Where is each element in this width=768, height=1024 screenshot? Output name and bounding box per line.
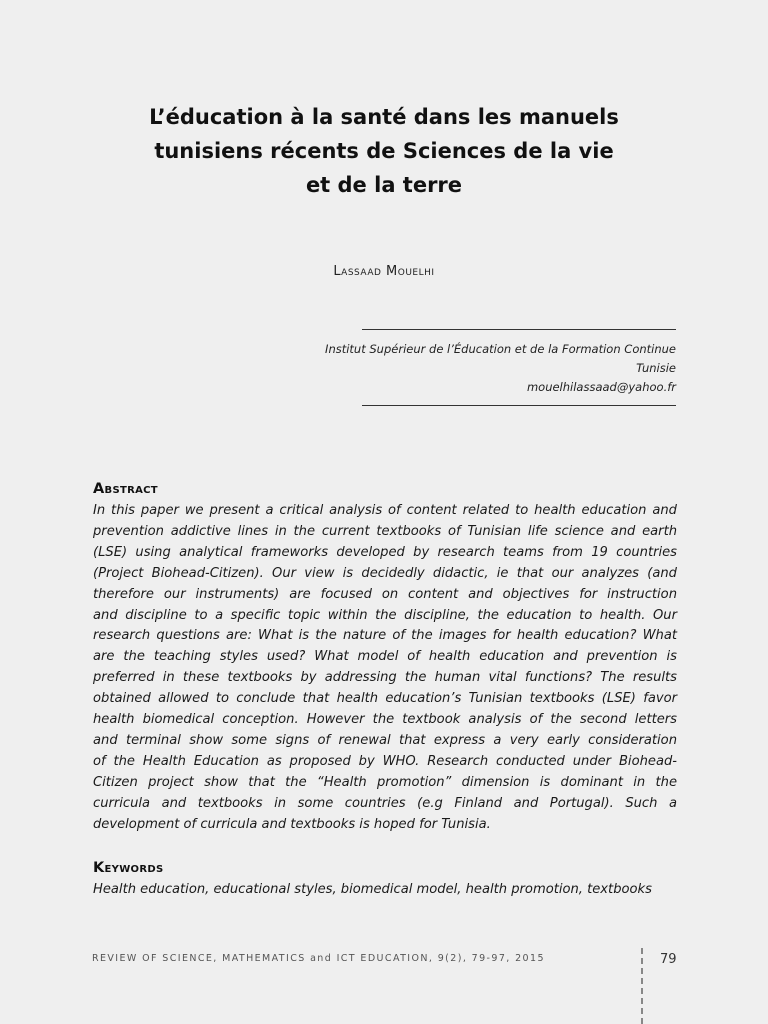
abstract-line: Citizen project show that the “Health promotion” dimension is dominant in the: [93, 774, 677, 790]
affiliation-country: Tunisie: [636, 361, 676, 375]
keywords-list: Health education, educational styles, biomedical model, health promotion, textbooks: [93, 882, 652, 897]
title-line-3: et de la terre: [305, 173, 463, 197]
page-number: 79: [660, 952, 677, 967]
abstract-line: (LSE) using analytical frameworks developed by research teams from 19 countries: [93, 544, 677, 560]
abstract-line: In this paper we present a critical analysis of content related to health education and: [93, 503, 677, 518]
title-line-1: L’éducation à la santé dans les manuels: [149, 105, 619, 129]
affiliation-institution: Institut Supérieur de l’Éducation et de la Formation Continue: [325, 342, 676, 356]
title-line-2: tunisiens récents de Sciences de la vie: [154, 139, 614, 163]
affiliation-email: mouelhilassaad@yahoo.fr: [526, 380, 676, 394]
keywords-heading: Keywords: [93, 860, 164, 876]
abstract-line: obtained allowed to conclude that health education’s Tunisian textbooks (LSE) favor: [93, 691, 677, 707]
abstract-line: of the Health Education as proposed by WHO. Research conducted under Biohead-: [93, 753, 677, 769]
affiliation-top-rule: [362, 329, 676, 330]
abstract-line: therefore our instruments) are focused on content and objectives for instruction: [93, 586, 677, 602]
journal-footer: REVIEW OF SCIENCE, MATHEMATICS and ICT EDUCATION, 9(2), 79-97, 2015: [92, 953, 545, 964]
abstract-line: prevention addictive lines in the current textbooks of Tunisian life science and earth: [93, 523, 677, 539]
abstract-line: and terminal show some signs of renewal that express a very early consideration: [93, 732, 677, 748]
abstract-line: (Project Biohead-Citizen). Our view is decidedly didactic, ie that our analyzes (and: [93, 565, 677, 581]
abstract-line: development of curricula and textbooks is hoped for Tunisia.: [93, 816, 491, 832]
abstract-line: preferred in these textbooks by addressing the human vital functions? The results: [93, 670, 677, 686]
abstract-line: curricula and textbooks in some countries (e.g Finland and Portugal). Such a: [93, 795, 677, 811]
abstract-line: are the teaching styles used? What model of health education and prevention is: [93, 649, 677, 665]
abstract-line: and discipline to a specific topic within the discipline, the education to health. Our: [93, 607, 677, 623]
paper-title: [100, 100, 668, 202]
abstract-heading: Abstract: [93, 481, 158, 497]
author-name: Lassaad Mouelhi: [333, 264, 435, 279]
abstract-body: [93, 501, 677, 836]
abstract-line: health biomedical conception. However the textbook analysis of the second letters: [93, 712, 677, 728]
affiliation-block: [290, 340, 676, 397]
footer-separator: [641, 948, 643, 1024]
affiliation-bottom-rule: [362, 405, 676, 406]
abstract-line: research questions are: What is the nature of the images for health education? What: [93, 628, 677, 644]
